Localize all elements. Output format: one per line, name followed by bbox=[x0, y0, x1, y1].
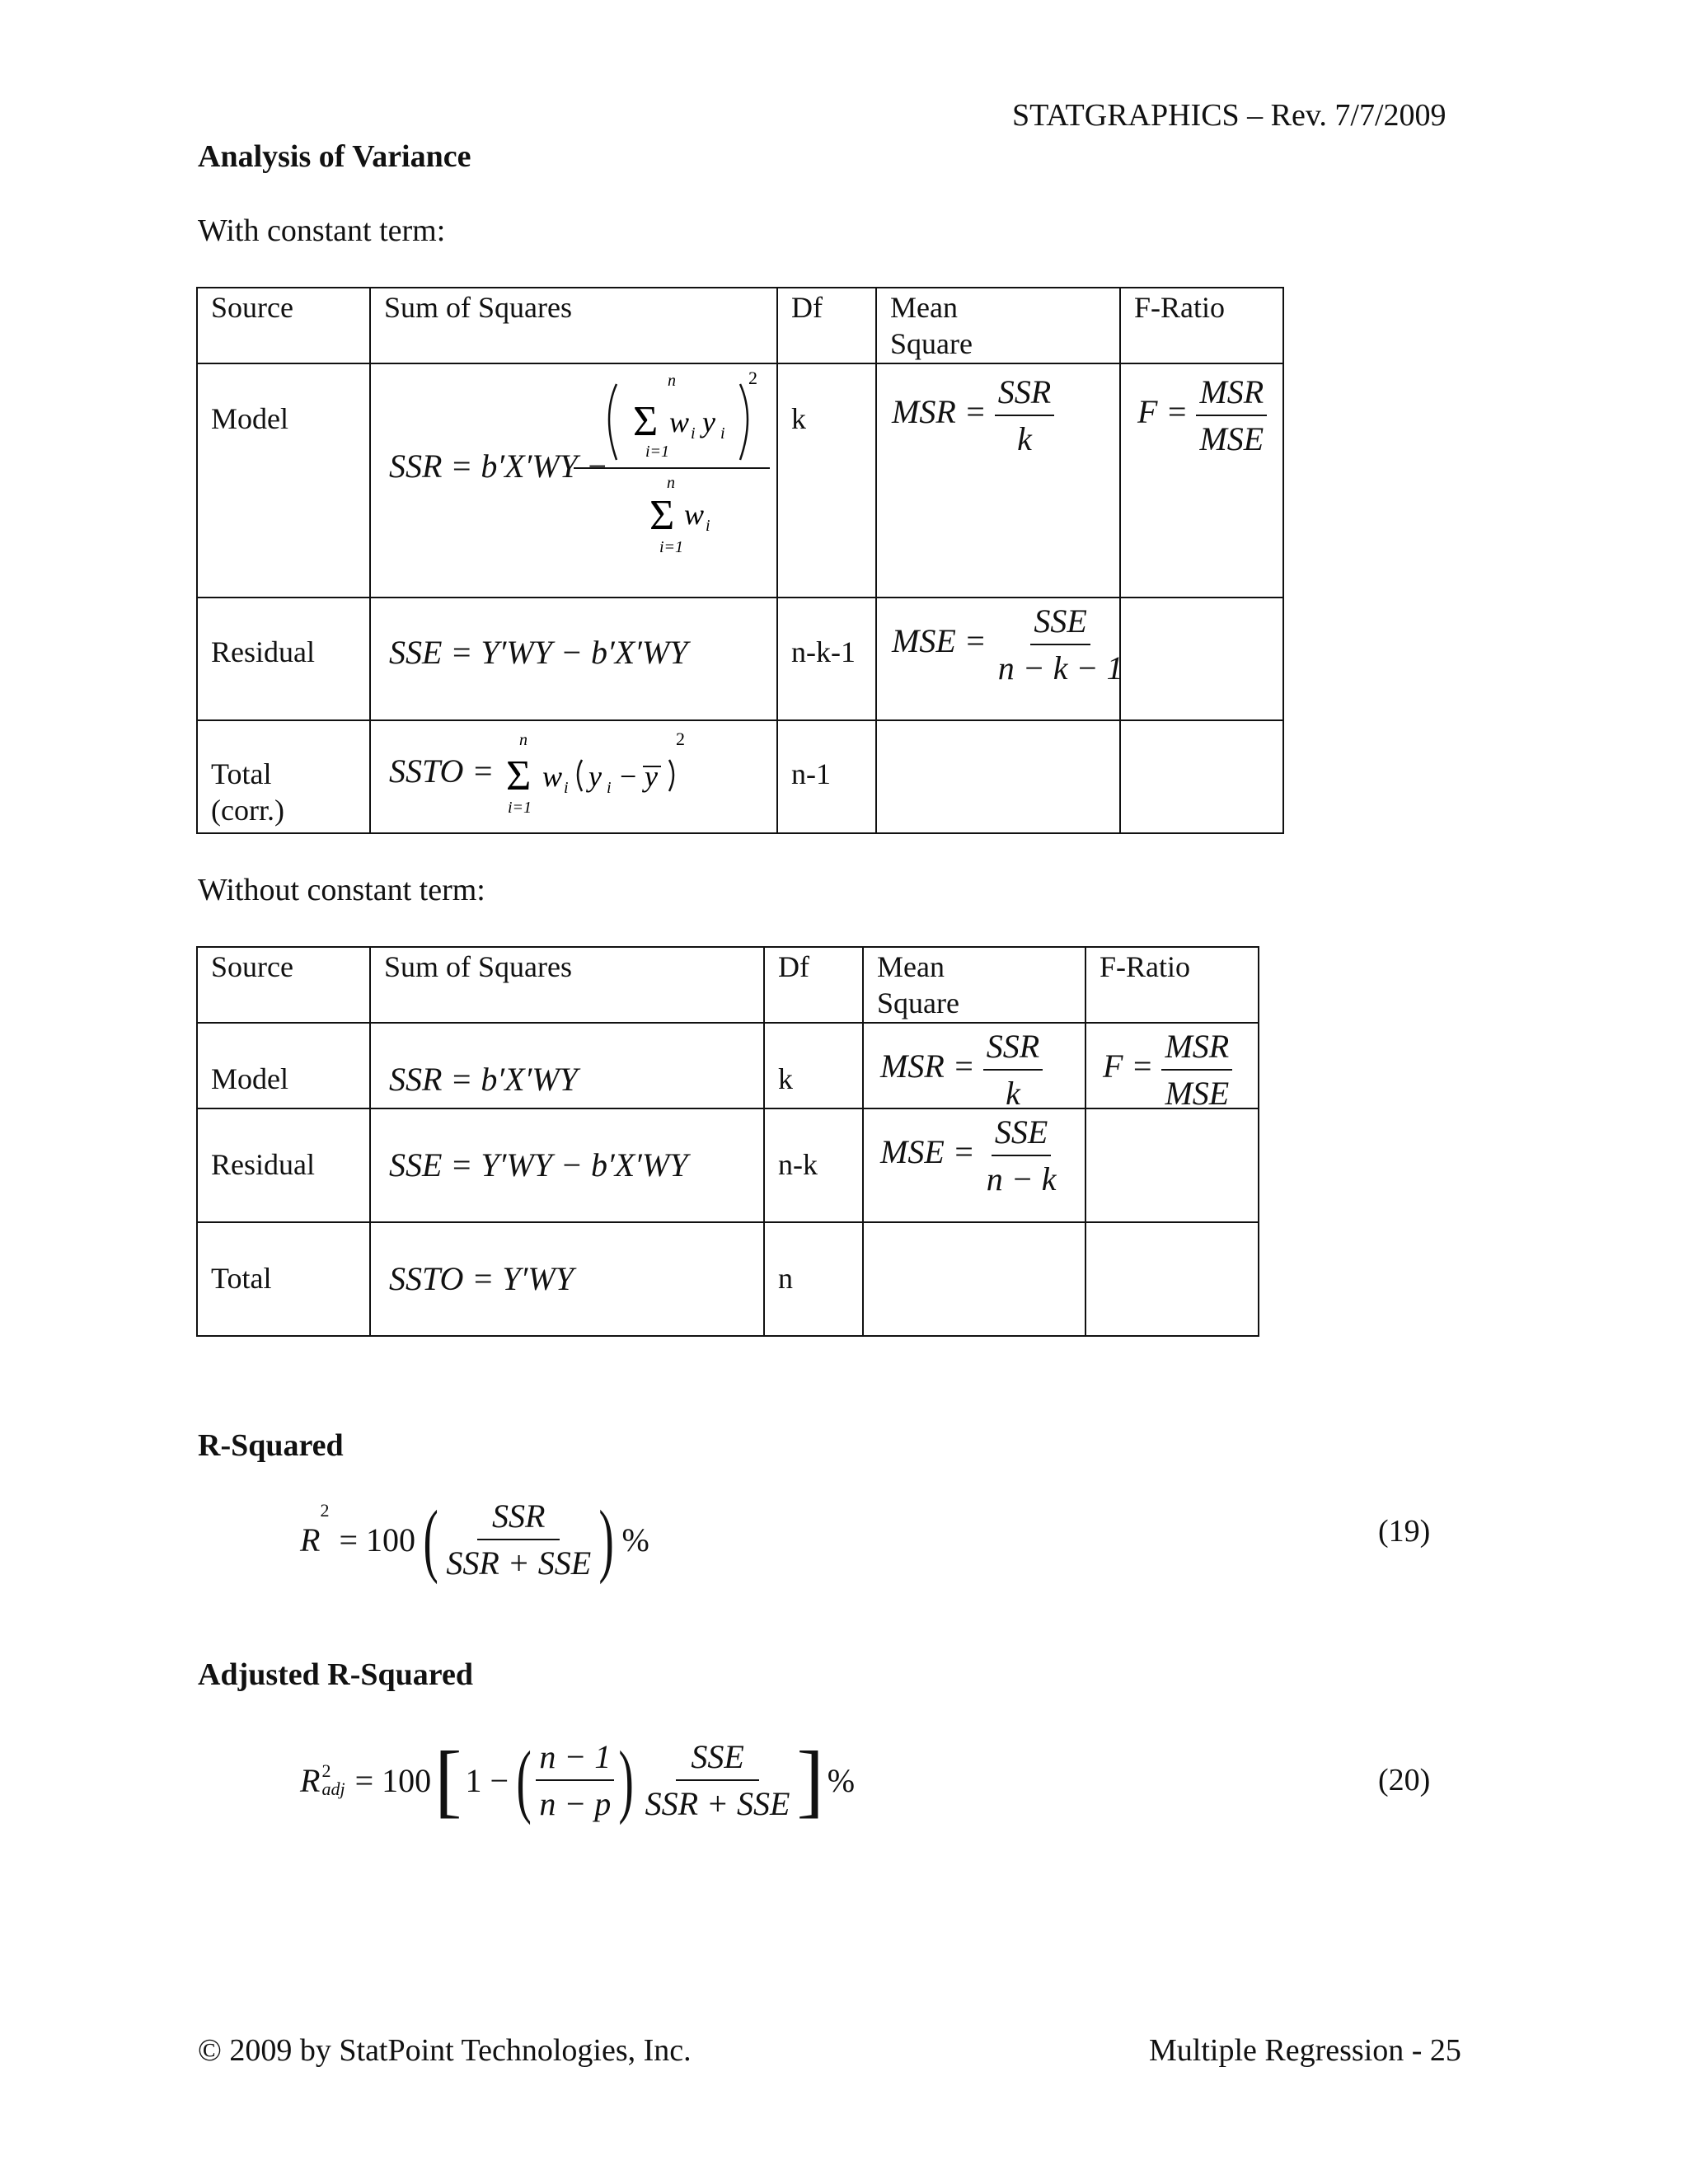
t1-source-corr: (corr.) bbox=[211, 794, 284, 827]
r2-den: SSR + SSE bbox=[446, 1544, 592, 1582]
t1-source-total: Total bbox=[211, 757, 272, 790]
t2-source-model: Model bbox=[211, 1062, 288, 1095]
svg-text:2: 2 bbox=[748, 368, 757, 388]
t1-header-source: Source bbox=[211, 291, 293, 324]
t2-df-model: k bbox=[778, 1062, 793, 1095]
r2-lhs: R bbox=[300, 1521, 321, 1558]
t2-mse bbox=[880, 1113, 1060, 1198]
t2-msr-den: k bbox=[1006, 1075, 1020, 1112]
t1-f-den: MSE bbox=[1199, 420, 1264, 457]
t2-msr-num: SSR bbox=[983, 1027, 1043, 1071]
section-title-adjusted-r-squared: Adjusted R-Squared bbox=[198, 1657, 473, 1692]
t2-source-residual: Residual bbox=[211, 1148, 315, 1181]
adj-r2-one-minus: 1 − bbox=[465, 1761, 509, 1799]
footer-page-label: Multiple Regression - 25 bbox=[1149, 2033, 1461, 2068]
t2-f-lhs: F = bbox=[1103, 1047, 1154, 1085]
adj-r2-eq: = 100 bbox=[354, 1761, 432, 1799]
t2-header-square: Square bbox=[877, 987, 959, 1019]
t1-header-df: Df bbox=[791, 291, 823, 324]
svg-text:i=1: i=1 bbox=[645, 443, 670, 461]
t1-f-num: MSR bbox=[1196, 373, 1267, 416]
equation-number-19: (19) bbox=[1378, 1514, 1431, 1549]
svg-text:n: n bbox=[667, 474, 675, 492]
t2-msr-lhs: MSR = bbox=[880, 1047, 975, 1085]
t1-sigma-icon: Σ bbox=[633, 398, 659, 445]
svg-text:i: i bbox=[607, 779, 612, 797]
t1-ssto-lhs: SSTO = bbox=[389, 752, 495, 790]
t1-header-sum-of-squares: Sum of Squares bbox=[384, 291, 572, 324]
svg-text:w: w bbox=[542, 760, 563, 793]
svg-text:y: y bbox=[702, 405, 715, 438]
section-title-r-squared: R-Squared bbox=[198, 1428, 344, 1463]
t2-df-residual: n-k bbox=[778, 1148, 818, 1181]
adj-r2-num1: n − 1 bbox=[536, 1737, 614, 1781]
svg-text:y: y bbox=[588, 760, 602, 793]
svg-text:i: i bbox=[720, 424, 725, 443]
r2-num: SSR bbox=[477, 1497, 560, 1540]
t2-f bbox=[1103, 1027, 1232, 1113]
t2-msr bbox=[880, 1027, 1043, 1113]
adj-r2-sup: 2 bbox=[321, 1760, 331, 1781]
t1-df-total: n-1 bbox=[791, 757, 831, 790]
r2-eq: = 100 bbox=[339, 1521, 415, 1558]
r-squared-formula: R $^2$ = 100 ( $\frac{\text{SSR}}{\text{SSR + SSE}}$ ) % bbox=[300, 1493, 649, 1585]
t1-source-residual: Residual bbox=[211, 635, 315, 668]
t2-header-mean: Mean bbox=[877, 950, 945, 983]
t2-mse-num: SSE bbox=[992, 1113, 1051, 1156]
r2-sup: 2 bbox=[320, 1500, 330, 1521]
running-header: STATGRAPHICS – Rev. 7/7/2009 bbox=[1012, 98, 1447, 133]
r2-pct: % bbox=[621, 1521, 649, 1558]
t1-df-residual: n-k-1 bbox=[791, 635, 856, 668]
t2-f-den: MSE bbox=[1165, 1075, 1230, 1112]
t1-msr-den: k bbox=[1017, 420, 1032, 457]
t1-sse-formula: SSE = Y′WY − b′X′WY bbox=[389, 634, 688, 671]
t2-df-total: n bbox=[778, 1262, 793, 1295]
t1-header-mean: Mean bbox=[890, 291, 958, 324]
section-title-anova: Analysis of Variance bbox=[198, 139, 471, 174]
t1-msr-lhs: MSR = bbox=[892, 393, 987, 431]
t2-ss-model: SSR = b′X′WY bbox=[389, 1061, 578, 1098]
t1-ssr-formula-lhs: SSR = b′X′WY − bbox=[389, 448, 608, 485]
adj-r2-sub: adj bbox=[321, 1779, 345, 1799]
t2-header-df: Df bbox=[778, 950, 809, 983]
with-constant-label: With constant term: bbox=[198, 213, 446, 248]
adj-r2-den1: n − p bbox=[539, 1785, 612, 1822]
adj-r2-den2: SSR + SSE bbox=[645, 1785, 790, 1822]
t2-f-num: MSR bbox=[1161, 1027, 1232, 1071]
svg-text:2: 2 bbox=[676, 729, 685, 749]
t1-header-f-ratio: F-Ratio bbox=[1134, 291, 1226, 324]
svg-text:w: w bbox=[669, 405, 690, 438]
t1-sigma-icon-3: Σ bbox=[506, 752, 532, 799]
svg-text:i: i bbox=[691, 424, 696, 443]
t1-msr-num: SSR bbox=[995, 373, 1054, 416]
t1-mse-den: n − k − 1 bbox=[997, 649, 1123, 687]
svg-text:n: n bbox=[519, 731, 528, 749]
t1-mse-num: SSE bbox=[1030, 602, 1090, 645]
t2-ss-residual: SSE = Y′WY − b′X′WY bbox=[389, 1146, 688, 1183]
t1-mse-lhs: MSE = bbox=[892, 622, 987, 660]
t2-source-total: Total bbox=[211, 1262, 272, 1295]
adj-r2-lhs: R bbox=[300, 1761, 321, 1799]
without-constant-label: Without constant term: bbox=[198, 873, 485, 907]
svg-text:i=1: i=1 bbox=[508, 799, 532, 817]
svg-text:i: i bbox=[706, 517, 710, 535]
equation-number-20: (20) bbox=[1378, 1763, 1431, 1797]
adjusted-r-squared-formula: R 2 adj = 100 [ 1 − ( $\frac{n - 1}{n - p}$ ) $\frac{\text{SSE}}{\text{SSR + SSE}}$ ] % bbox=[300, 1734, 856, 1825]
t1-sigma-upper-n: n bbox=[668, 372, 676, 390]
t2-header-source: Source bbox=[211, 950, 293, 983]
footer-copyright: © 2009 by StatPoint Technologies, Inc. bbox=[198, 2033, 692, 2068]
svg-text:w: w bbox=[684, 498, 705, 531]
svg-text:i=1: i=1 bbox=[659, 538, 684, 556]
adj-r2-num2: SSE bbox=[676, 1737, 758, 1781]
svg-text:i: i bbox=[564, 779, 569, 797]
t2-ss-total: SSTO = Y′WY bbox=[389, 1260, 574, 1297]
t1-sigma-icon-2: Σ bbox=[649, 492, 675, 539]
t1-header-square: Square bbox=[890, 327, 973, 360]
t2-header-f-ratio: F-Ratio bbox=[1100, 950, 1191, 983]
t1-df-model: k bbox=[791, 402, 806, 435]
t2-mse-den: n − k bbox=[986, 1160, 1057, 1197]
t1-source-model: Model bbox=[211, 402, 288, 435]
svg-text:−: − bbox=[620, 760, 637, 793]
t2-mse-lhs: MSE = bbox=[880, 1133, 975, 1171]
t1-f-lhs: F = bbox=[1137, 393, 1189, 431]
t2-header-sum-of-squares: Sum of Squares bbox=[384, 950, 572, 983]
adj-r2-pct: % bbox=[827, 1761, 856, 1799]
svg-text:y: y bbox=[645, 760, 658, 793]
